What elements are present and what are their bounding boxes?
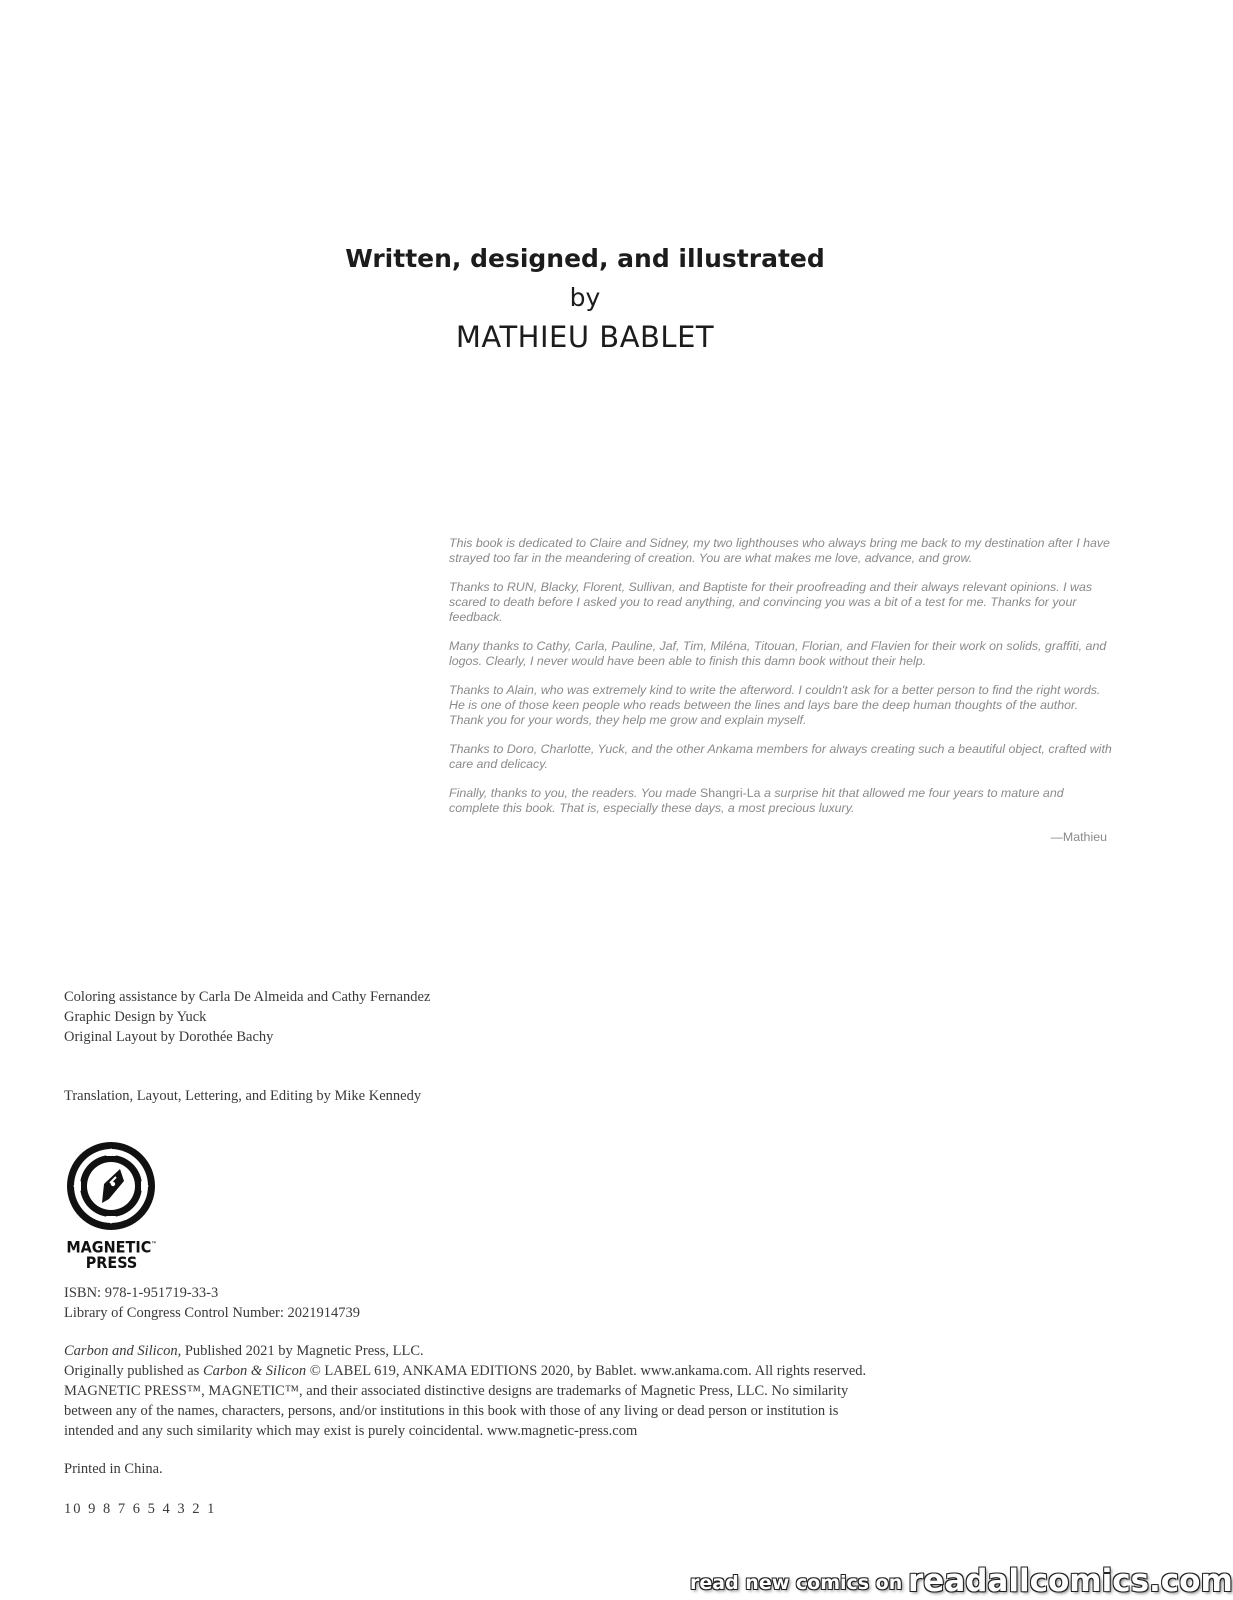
- isbn: ISBN: 978-1-951719-33-3: [64, 1285, 219, 1301]
- book-title-shangri-la: Shangri-La: [699, 786, 761, 800]
- isbn-block: [64, 1283, 360, 1323]
- thanks-readers-paragraph: [449, 786, 1115, 816]
- printing-number-line: [64, 1499, 216, 1519]
- thanks-artists-paragraph: Many thanks to Cathy, Carla, Pauline, Jaf, Tim, Miléna, Titouan, Florian, and Flavien for their work on solids, graffiti, and logos. Clearly, I never would have been able to finish this damn book without their help.: [449, 639, 1107, 668]
- title-carbon-and-silicon: Carbon and Silicon: [64, 1343, 178, 1359]
- logo-line-magnetic: MAGNETIC: [66, 1237, 152, 1257]
- printed-in-text: Printed in China.: [64, 1461, 163, 1477]
- trademark-line-3: intended and any such similarity which may exist is purely coincidental. www.magnetic-press.com: [64, 1423, 638, 1439]
- published-text: , Published 2021 by Magnetic Press, LLC.: [177, 1343, 424, 1359]
- signature: —Mathieu: [1050, 830, 1107, 844]
- graphic-design-credit: Graphic Design by Yuck: [64, 1009, 207, 1025]
- translation-credit-text: Translation, Layout, Lettering, and Editing by Mike Kennedy: [64, 1088, 422, 1104]
- original-publication-line: [64, 1361, 866, 1381]
- original-title: Carbon & Silicon: [202, 1363, 307, 1379]
- logo-line-press: PRESS: [85, 1253, 138, 1273]
- dedication-paragraph: This book is dedicated to Claire and Sidney, my two lighthouses who always bring me back to my destination after I have strayed too far in the meandering of creation. You are what makes me love, advance, and grow.: [449, 536, 1110, 565]
- published-line: [64, 1341, 866, 1361]
- author-name: MATHIEU BABLET: [455, 320, 715, 354]
- thanks-ankama-paragraph: Thanks to Doro, Charlotte, Yuck, and the other Ankama members for always creating such a beautiful object, crafted with care and delicacy.: [449, 742, 1112, 771]
- credit-line: Written, designed, and illustrated: [345, 244, 825, 273]
- watermark-site-name: readallcomics.com: [908, 1563, 1233, 1599]
- copyright-block: [64, 1341, 866, 1441]
- trademark-line-1: MAGNETIC PRESS™, MAGNETIC™, and their associated distinctive designs are trademarks of Magnetic Press, LLC. No similarity: [64, 1383, 849, 1399]
- library-of-congress-number: Library of Congress Control Number: 2021914739: [64, 1305, 361, 1321]
- original-suffix: © LABEL 619, ANKAMA EDITIONS 2020, by Bablet. www.ankama.com. All rights reserved.: [306, 1363, 867, 1379]
- watermark-small-text: read new comics on: [690, 1572, 903, 1594]
- printing-numbers: 10 9 8 7 6 5 4 3 2 1: [64, 1501, 217, 1517]
- magnetic-press-logo: [62, 1139, 172, 1274]
- staff-credits: [64, 987, 430, 1047]
- readers-text-after: a surprise hit that allowed me four years to mature and complete this book. That is, especially these days, a most precious luxury.: [449, 786, 1064, 815]
- logo-wordmark: [62, 1237, 161, 1271]
- dedication-block: [449, 536, 1115, 845]
- watermark: [690, 1562, 1233, 1600]
- printed-in: [64, 1459, 163, 1479]
- logo-trademark: ™: [151, 1241, 157, 1248]
- readers-text-before: Finally, thanks to you, the readers. You made: [449, 786, 700, 800]
- coloring-credit: Coloring assistance by Carla De Almeida and Cathy Fernandez: [64, 989, 431, 1005]
- thanks-afterword-paragraph: Thanks to Alain, who was extremely kind to write the afterword. I couldn't ask for a better person to find the right words. He is one of those keen people who reads between the lines and lays bare the deep human thoughts of the author. Thank you for your words, they help me grow and explain myself.: [449, 683, 1101, 727]
- trademark-line-2: between any of the names, characters, persons, and/or institutions in this book with those of any living or dead person or institution is: [64, 1403, 839, 1419]
- layout-credit: Original Layout by Dorothée Bachy: [64, 1029, 274, 1045]
- credit-by: by: [569, 283, 601, 312]
- translation-credit: [64, 1086, 421, 1106]
- original-prefix: Originally published as: [64, 1363, 203, 1379]
- thanks-proofreaders-paragraph: Thanks to RUN, Blacky, Florent, Sullivan, and Baptiste for their proofreading and their always relevant opinions. I was scared to death before I asked you to read anything, and convincing you was a bit of a test for me. Thanks for your feedback.: [449, 580, 1093, 624]
- compass-pen-icon: [64, 1139, 158, 1233]
